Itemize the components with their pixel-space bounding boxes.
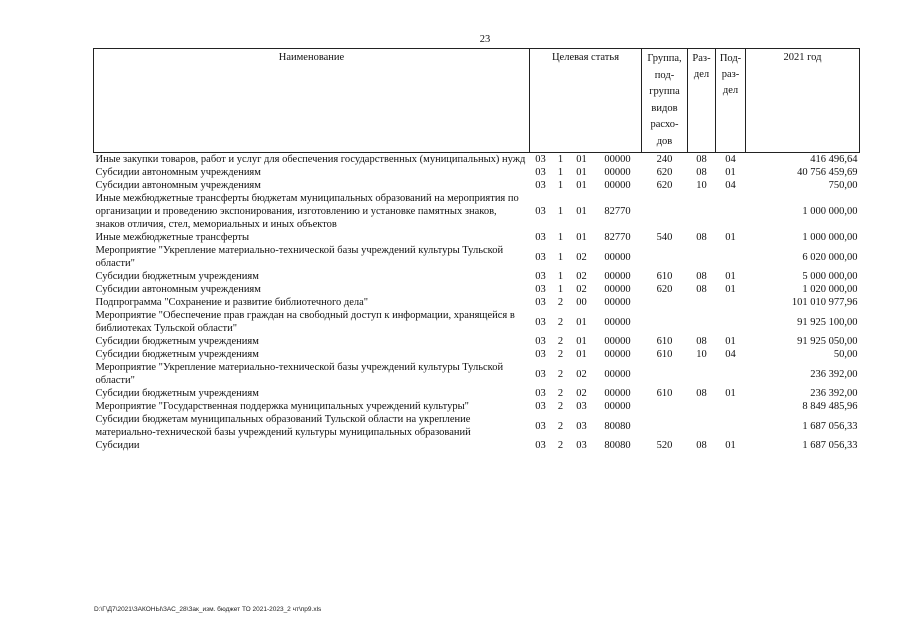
target-code-1: 03 — [535, 271, 546, 282]
target-code-3: 03 — [576, 401, 587, 412]
target-code-1: 03 — [535, 154, 546, 165]
amount-2021: 50,00 — [833, 349, 858, 360]
header-section: Раз-дел — [688, 49, 716, 153]
header-target-article: Целевая статья — [530, 49, 642, 153]
row-name: Субсидии бюджетам муниципальных образований Тульской области на укрепление материально-технической базы учреждений культуры муниципальных образований — [95, 414, 471, 438]
target-code-3: 01 — [576, 349, 587, 360]
section-code — [688, 296, 716, 309]
subsection-code: 04 — [725, 180, 736, 191]
target-code-4: 00000 — [604, 388, 631, 399]
target-code-1: 03 — [535, 284, 546, 295]
amount-2021: 8 849 485,96 — [802, 401, 858, 412]
expense-group-code: 540 — [656, 232, 673, 243]
section-code — [688, 361, 716, 387]
table-row — [94, 231, 860, 244]
expense-group-code: 610 — [656, 388, 673, 399]
target-code-1: 03 — [535, 167, 546, 178]
amount-2021: 6 020 000,00 — [802, 251, 858, 263]
amount-2021: 1 687 056,33 — [802, 440, 858, 451]
expense-group-code — [642, 400, 688, 413]
target-code-4: 00000 — [604, 154, 631, 165]
table-row — [94, 270, 860, 283]
target-code-1: 03 — [535, 420, 546, 432]
section-code: 08 — [696, 271, 707, 282]
target-code-4: 82770 — [604, 206, 631, 217]
subsection-code: 01 — [725, 440, 736, 451]
target-code-4: 00000 — [604, 284, 631, 295]
target-code-1: 03 — [535, 206, 546, 217]
target-code-4: 00000 — [604, 316, 631, 328]
expense-group-code — [642, 361, 688, 387]
header-subsection: Под-раз-дел — [716, 49, 746, 153]
section-code: 08 — [696, 388, 707, 399]
table-row — [94, 413, 860, 439]
row-name: Мероприятие "Обеспечение прав граждан на свободный доступ к информации, хранящейся в библиотеках Тульской области" — [95, 310, 515, 334]
target-code-3: 02 — [576, 388, 587, 399]
subsection-code: 01 — [725, 167, 736, 178]
amount-2021: 101 010 977,96 — [791, 297, 858, 308]
subsection-code — [716, 192, 746, 231]
amount-2021: 91 925 050,00 — [797, 336, 858, 347]
target-code-4: 80080 — [604, 420, 631, 432]
row-name: Субсидии автономным учреждениям — [95, 180, 261, 191]
table-row — [94, 387, 860, 400]
expense-group-code: 520 — [656, 440, 673, 451]
target-code-3: 00 — [576, 297, 587, 308]
subsection-code — [716, 413, 746, 439]
subsection-code: 01 — [725, 336, 736, 347]
target-code-4: 00000 — [604, 180, 631, 191]
expense-group-code — [642, 192, 688, 231]
target-code-1: 03 — [535, 251, 546, 263]
table-row — [94, 309, 860, 335]
page-number: 23 — [479, 34, 491, 45]
amount-2021: 236 392,00 — [810, 388, 858, 399]
row-name: Мероприятие "Укрепление материально-технической базы учреждений культуры Тульской области" — [95, 362, 504, 386]
section-code: 10 — [696, 349, 707, 360]
target-code-2: 1 — [557, 154, 564, 165]
section-code — [688, 244, 716, 270]
target-code-3: 03 — [576, 420, 587, 432]
expense-group-code — [642, 309, 688, 335]
target-code-2: 1 — [557, 284, 564, 295]
target-code-4: 00000 — [604, 271, 631, 282]
subsection-code: 01 — [725, 232, 736, 243]
target-code-3: 02 — [576, 284, 587, 295]
target-code-4: 00000 — [604, 297, 631, 308]
target-code-2: 2 — [557, 316, 564, 328]
section-code — [688, 400, 716, 413]
target-code-2: 1 — [557, 206, 564, 217]
target-code-3: 01 — [576, 316, 587, 328]
target-code-3: 01 — [576, 167, 587, 178]
subsection-code: 01 — [725, 284, 736, 295]
section-code — [688, 413, 716, 439]
target-code-2: 1 — [557, 232, 564, 243]
target-code-2: 1 — [557, 251, 564, 263]
target-code-3: 02 — [576, 251, 587, 263]
target-code-4: 00000 — [604, 336, 631, 347]
target-code-2: 2 — [557, 349, 564, 360]
subsection-code: 01 — [725, 388, 736, 399]
target-code-4: 80080 — [604, 440, 631, 451]
header-name: Наименование — [94, 49, 530, 153]
amount-2021: 416 496,64 — [810, 154, 858, 165]
table-row — [94, 348, 860, 361]
table-body — [94, 153, 860, 453]
subsection-code: 04 — [725, 154, 736, 165]
section-code: 08 — [696, 154, 707, 165]
expense-group-code: 620 — [656, 284, 673, 295]
target-code-2: 2 — [557, 336, 564, 347]
table-row — [94, 361, 860, 387]
expense-group-code: 620 — [656, 167, 673, 178]
header-expense-group: Группа, под-группа видов расхо-дов — [642, 49, 688, 153]
amount-2021: 1 000 000,00 — [802, 232, 858, 243]
table-row — [94, 439, 860, 452]
row-name: Подпрограмма "Сохранение и развитие библиотечного дела" — [95, 297, 369, 308]
file-path-footer: D:\Г\Д7\2021\ЗАКОНЫ\ЗАС_28\Зак_изм. бюджет ТО 2021-2023_2 чт\пр9.xls — [94, 606, 322, 613]
target-code-2: 2 — [557, 297, 564, 308]
section-code: 08 — [696, 336, 707, 347]
target-code-3: 01 — [576, 232, 587, 243]
subsection-code: 01 — [725, 271, 736, 282]
amount-2021: 1 020 000,00 — [802, 284, 858, 295]
section-code: 08 — [696, 284, 707, 295]
row-name: Мероприятие "Государственная поддержка муниципальных учреждений культуры" — [95, 401, 469, 412]
expense-group-code: 620 — [656, 180, 673, 191]
subsection-code — [716, 400, 746, 413]
target-code-2: 2 — [557, 368, 564, 380]
target-code-4: 82770 — [604, 232, 631, 243]
target-code-3: 02 — [576, 368, 587, 380]
subsection-code — [716, 361, 746, 387]
table-row — [94, 179, 860, 192]
table-row — [94, 283, 860, 296]
table-row — [94, 296, 860, 309]
target-code-1: 03 — [535, 336, 546, 347]
table-row — [94, 166, 860, 179]
amount-2021: 750,00 — [828, 180, 858, 191]
row-name: Субсидии бюджетным учреждениям — [95, 388, 259, 399]
target-code-4: 00000 — [604, 368, 631, 380]
expense-group-code — [642, 296, 688, 309]
target-code-2: 1 — [557, 167, 564, 178]
amount-2021: 40 756 459,69 — [797, 167, 858, 178]
section-code: 08 — [696, 232, 707, 243]
table-row — [94, 192, 860, 231]
expense-group-code: 610 — [656, 271, 673, 282]
expense-group-code: 610 — [656, 349, 673, 360]
target-code-4: 00000 — [604, 167, 631, 178]
amount-2021: 1 000 000,00 — [802, 206, 858, 217]
row-name: Иные закупки товаров, работ и услуг для обеспечения государственных (муниципальных) нужд — [95, 154, 526, 165]
table-row — [94, 244, 860, 270]
target-code-1: 03 — [535, 232, 546, 243]
subsection-code — [716, 309, 746, 335]
target-code-1: 03 — [535, 180, 546, 191]
budget-table — [93, 48, 860, 452]
target-code-1: 03 — [535, 388, 546, 399]
target-code-3: 01 — [576, 206, 587, 217]
target-code-2: 2 — [557, 420, 564, 432]
target-code-3: 02 — [576, 271, 587, 282]
target-code-2: 1 — [557, 180, 564, 191]
target-code-4: 00000 — [604, 251, 631, 263]
row-name: Субсидии бюджетным учреждениям — [95, 349, 259, 360]
section-code: 08 — [696, 167, 707, 178]
row-name: Мероприятие "Укрепление материально-технической базы учреждений культуры Тульской области" — [95, 245, 504, 269]
amount-2021: 5 000 000,00 — [802, 271, 858, 282]
target-code-4: 00000 — [604, 401, 631, 412]
target-code-3: 01 — [576, 154, 587, 165]
row-name: Иные межбюджетные трансферты — [95, 232, 250, 243]
table-row — [94, 400, 860, 413]
target-code-1: 03 — [535, 349, 546, 360]
target-code-4: 00000 — [604, 349, 631, 360]
expense-group-code — [642, 244, 688, 270]
target-code-3: 01 — [576, 180, 587, 191]
row-name: Субсидии бюджетным учреждениям — [95, 271, 259, 282]
target-code-1: 03 — [535, 401, 546, 412]
row-name: Субсидии автономным учреждениям — [95, 284, 261, 295]
section-code — [688, 192, 716, 231]
row-name: Субсидии — [95, 440, 140, 451]
section-code — [688, 309, 716, 335]
target-code-2: 2 — [557, 440, 564, 451]
expense-group-code: 610 — [656, 336, 673, 347]
expense-group-code — [642, 413, 688, 439]
amount-2021: 91 925 100,00 — [797, 316, 858, 328]
table-header-row — [94, 49, 860, 153]
target-code-3: 03 — [576, 440, 587, 451]
table-row — [94, 335, 860, 348]
target-code-1: 03 — [535, 316, 546, 328]
section-code: 10 — [696, 180, 707, 191]
amount-2021: 236 392,00 — [810, 368, 858, 380]
amount-2021: 1 687 056,33 — [802, 420, 858, 432]
section-code: 08 — [696, 440, 707, 451]
subsection-code — [716, 244, 746, 270]
target-code-1: 03 — [535, 297, 546, 308]
row-name: Субсидии автономным учреждениям — [95, 167, 261, 178]
subsection-code: 04 — [725, 349, 736, 360]
target-code-2: 2 — [557, 388, 564, 399]
target-code-2: 1 — [557, 271, 564, 282]
target-code-1: 03 — [535, 368, 546, 380]
target-code-1: 03 — [535, 440, 546, 451]
table-row — [94, 153, 860, 167]
expense-group-code: 240 — [656, 154, 673, 165]
subsection-code — [716, 296, 746, 309]
target-code-3: 01 — [576, 336, 587, 347]
row-name: Иные межбюджетные трансферты бюджетам муниципальных образований на мероприятия по организации и проведению экспонирования, изготовлению и установке памятных знаков, знаков отличия, стел, мемориальных и иных объектов — [95, 193, 519, 230]
target-code-2: 2 — [557, 401, 564, 412]
row-name: Субсидии бюджетным учреждениям — [95, 336, 259, 347]
header-year-2021: 2021 год — [746, 49, 860, 153]
